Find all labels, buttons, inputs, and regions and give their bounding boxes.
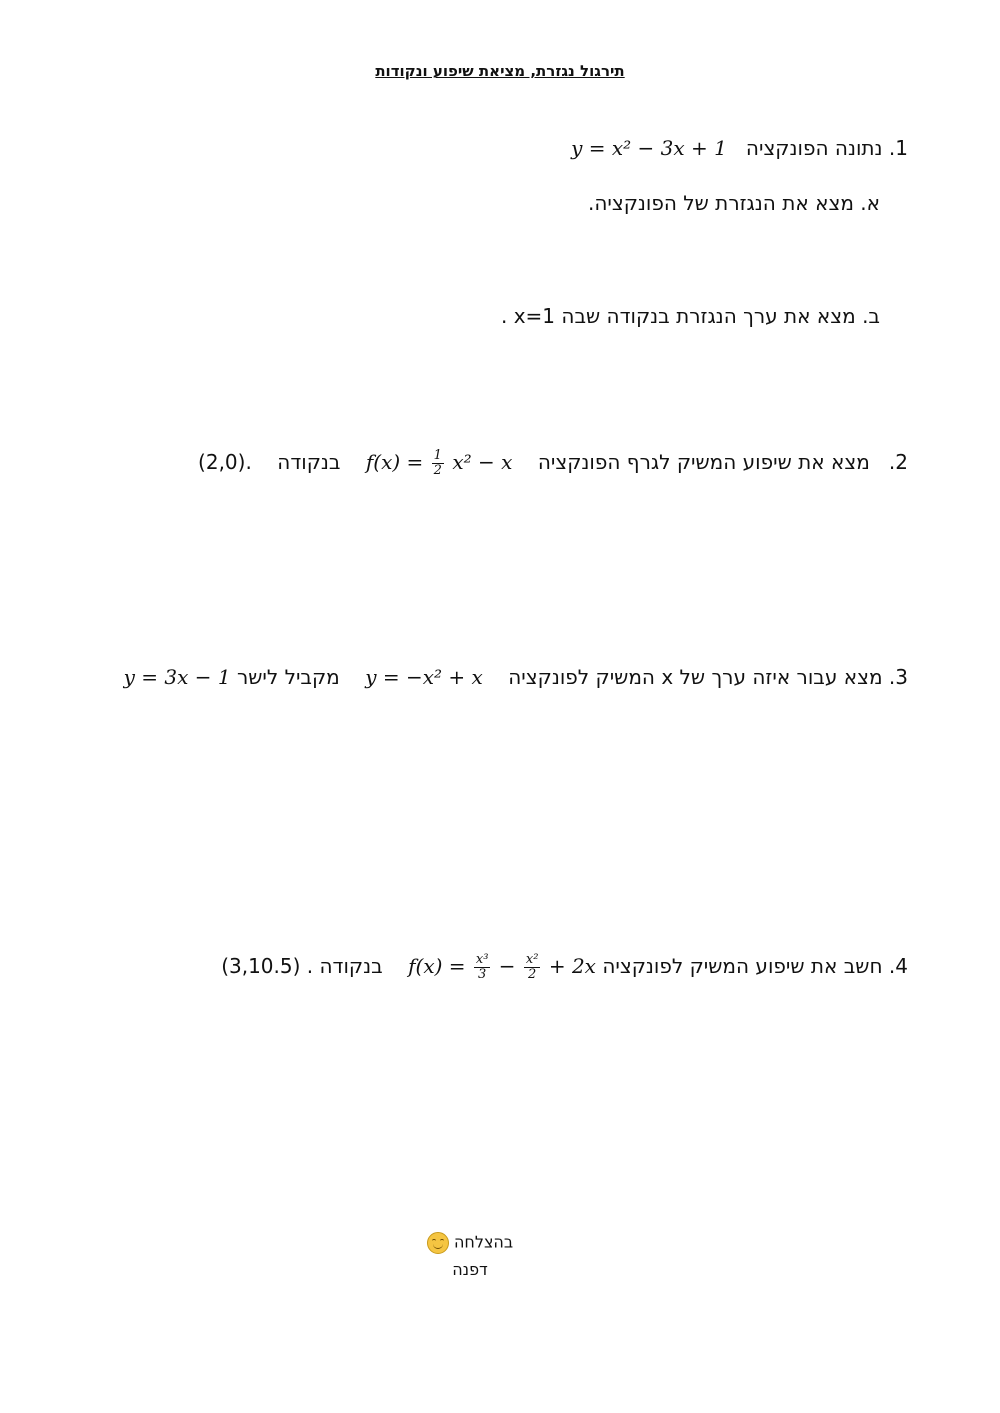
question-4-frac2-num: x² [525,952,539,967]
question-3-text: מצא עבור איזה ערך של [679,665,883,689]
footer-wish [0,1232,940,1254]
footer-author: דפנה [452,1260,488,1279]
question-1-number: 1. [888,136,908,160]
question-3-text-mid: המשיק לפונקציה [508,665,655,689]
question-4-fraction-1 [474,953,491,982]
question-4-minus: − [498,954,516,978]
question-1b-text: מצא את ערך הנגזרת בנקודה שבה x=1 . [500,304,856,328]
question-2-formula-left: f(x) = [365,450,424,474]
question-2-frac-num: 1 [433,448,442,463]
question-2-number: 2. [888,450,908,474]
question-1b-label: ב. [862,304,880,328]
question-2 [198,448,908,478]
question-3-number: 3. [888,665,908,689]
question-3-formula-1: y = −x² + x [365,665,483,689]
question-3-text-after: מקביל לישר [236,665,340,689]
question-4 [221,952,908,982]
question-4-fraction-2 [524,953,541,982]
question-4-formula-right: + 2x [548,954,596,978]
question-4-number: 4. [888,954,908,978]
question-2-frac-den: 2 [433,463,442,478]
question-4-point: (3,10.5) . [221,954,314,978]
question-3-formula-2: y = 3x − 1 [123,665,231,689]
question-4-formula-left: f(x) = [408,954,466,978]
smiley-icon [427,1232,449,1254]
question-1a-text: מצא את הנגזרת של הפונקציה. [587,191,854,215]
question-2-text: מצא את שיפוע המשיק לגרף הפונקציה [537,450,870,474]
question-1-text: נתונה הפונקציה [745,136,883,160]
question-4-frac1-num: x³ [475,952,489,967]
footer-wish-text: בהצלחה [453,1232,514,1252]
question-4-frac2-den: 2 [528,967,537,982]
question-4-formula [408,952,596,982]
question-2-point: (2,0). [198,450,252,474]
question-2-formula [366,448,512,478]
question-4-text-after: בנקודה [319,954,383,978]
question-1-formula: y = x² − 3x + 1 [571,136,727,160]
question-1a-label: א. [860,191,880,215]
question-1 [571,134,908,162]
question-2-formula-right: x² − x [452,450,513,474]
question-4-frac1-den: 3 [478,967,487,982]
page-title: תירגול נגזרת, מציאת שיפוע ונקודות [375,62,625,80]
question-1a [588,189,880,217]
question-2-fraction [432,449,444,478]
question-3 [124,663,908,691]
question-1b [501,302,880,330]
question-2-text-after: בנקודה [277,450,341,474]
question-4-text: חשב את שיפוע המשיק לפונקציה [602,954,883,978]
question-3-var: x [661,665,674,689]
